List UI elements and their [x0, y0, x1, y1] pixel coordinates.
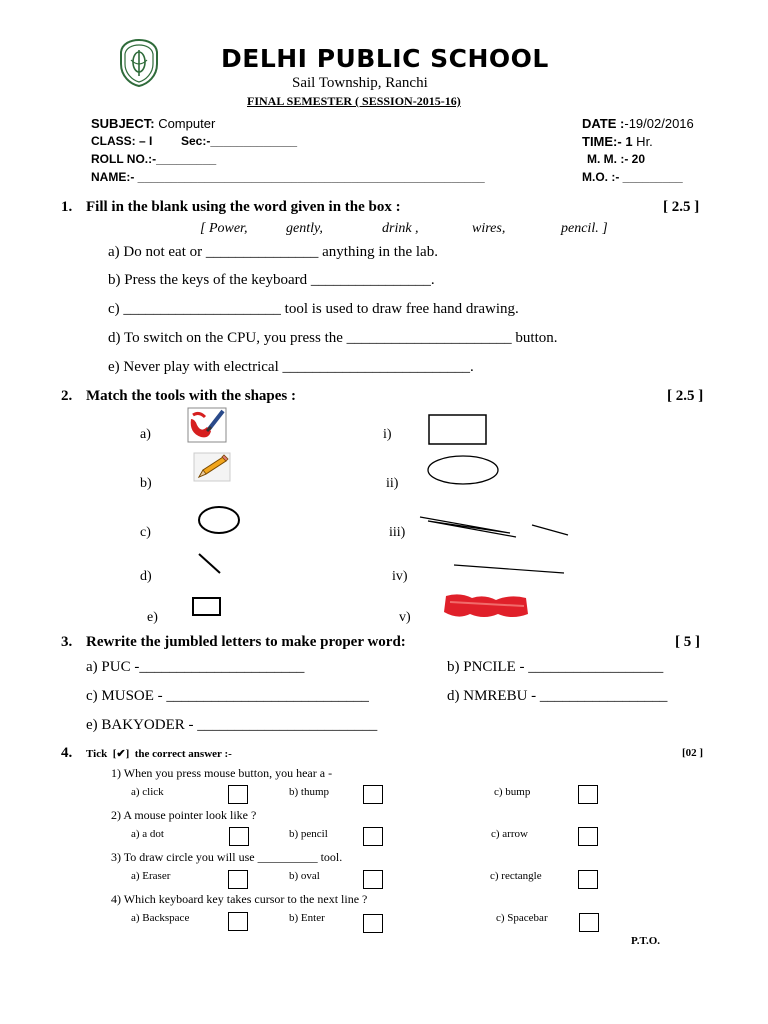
- q3-item-e: e) BAKYODER - ________________________: [86, 717, 378, 733]
- q2-title: Match the tools with the shapes :: [86, 388, 296, 404]
- mcq-option: a) click: [131, 786, 164, 798]
- answer-checkbox[interactable]: [363, 870, 383, 889]
- answer-checkbox[interactable]: [578, 785, 598, 804]
- line-tool-icon: [197, 552, 223, 576]
- rectangle-shape-icon: [428, 414, 488, 446]
- answer-checkbox[interactable]: [229, 827, 249, 846]
- match-label-b: b): [140, 476, 152, 491]
- q2-number: 2.: [61, 388, 73, 404]
- time-line: [582, 134, 653, 149]
- answer-checkbox[interactable]: [228, 785, 248, 804]
- red-brush-stroke-icon: [440, 590, 532, 622]
- pencil-tool-icon: [193, 452, 231, 482]
- name-label: NAME:- ____________________________________________________: [91, 170, 485, 184]
- q1-number: 1.: [61, 199, 73, 215]
- mcq-option: a) Backspace: [131, 912, 190, 924]
- q1-title: Fill in the blank using the word given in the box :: [86, 199, 401, 215]
- roll-no-label: ROLL NO.:-_________: [91, 152, 217, 166]
- time-label: TIME:- 1: [582, 134, 633, 149]
- mcq-option: a) a dot: [131, 828, 164, 840]
- q3-item-a: a) PUC -______________________: [86, 659, 305, 675]
- max-marks-label: M. M. :- 20: [587, 152, 646, 166]
- tick-icon: [✔]: [112, 748, 130, 760]
- q4-title-pre: Tick: [86, 748, 108, 760]
- q1-item-c: c) _____________________ tool is used to draw free hand drawing.: [108, 301, 519, 317]
- q3-number: 3.: [61, 634, 73, 650]
- word-item: [ Power,: [200, 221, 248, 236]
- q1-item-e: e) Never play with electrical _________________________.: [108, 359, 474, 375]
- match-label-iv: iv): [392, 569, 408, 584]
- subject-label: SUBJECT:: [91, 116, 155, 131]
- q3-item-c: c) MUSOE - ___________________________: [86, 688, 369, 704]
- answer-checkbox[interactable]: [363, 827, 383, 846]
- word-item: drink ,: [382, 221, 419, 236]
- date-value: -19/02/2016: [624, 116, 694, 131]
- school-name: DELHI PUBLIC SCHOOL: [221, 44, 549, 73]
- match-label-c: c): [140, 525, 151, 540]
- section-label: Sec:-_____________: [181, 134, 298, 148]
- class-label: CLASS: – I: [91, 134, 153, 148]
- match-label-i: i): [383, 427, 392, 442]
- school-address: Sail Township, Ranchi: [292, 75, 428, 91]
- match-label-d: d): [140, 569, 152, 584]
- answer-checkbox[interactable]: [228, 870, 248, 889]
- q1-item-a: a) Do not eat or _______________ anything in the lab.: [108, 244, 438, 260]
- answer-checkbox[interactable]: [579, 913, 599, 932]
- exam-title: FINAL SEMESTER ( SESSION-2015-16): [247, 94, 461, 108]
- mcq-question: 1) When you press mouse button, you hear a -: [111, 766, 333, 780]
- mcq-option: b) thump: [289, 786, 330, 798]
- oval-tool-icon: [197, 505, 241, 535]
- q1-item-b: b) Press the keys of the keyboard ________________.: [108, 272, 435, 288]
- q2-marks: [ 2.5 ]: [667, 388, 704, 404]
- mcq-option: b) oval: [289, 870, 320, 882]
- straight-line-icon: [452, 562, 568, 576]
- subject-value: Computer: [154, 116, 216, 131]
- word-item: wires,: [472, 221, 506, 236]
- match-label-e: e): [147, 610, 158, 625]
- q3-item-b: b) PNCILE - __________________: [447, 659, 664, 675]
- mcq-question: 4) Which keyboard key takes cursor to the next line ?: [111, 892, 368, 906]
- match-label-v: v): [399, 610, 411, 625]
- subject-line: [91, 116, 215, 131]
- mcq-option: b) pencil: [289, 828, 328, 840]
- answer-checkbox[interactable]: [363, 785, 383, 804]
- q4-title-post: the correct answer :-: [134, 748, 232, 760]
- date-line: [582, 116, 694, 131]
- pto-label: P.T.O.: [631, 935, 661, 947]
- mo-label: M.O. :- _________: [582, 170, 683, 184]
- q4-title: [86, 747, 232, 760]
- word-box: [0, 221, 768, 241]
- date-label: DATE :: [582, 116, 625, 131]
- paintbrush-tool-icon: [187, 407, 227, 443]
- q3-item-d: d) NMREBU - _________________: [447, 688, 668, 704]
- q1-item-d: d) To switch on the CPU, you press the ______________________ button.: [108, 330, 558, 346]
- q4-number: 4.: [61, 745, 73, 761]
- q4-marks: [02 ]: [682, 747, 704, 759]
- answer-checkbox[interactable]: [363, 914, 383, 933]
- time-value: Hr.: [632, 134, 653, 149]
- match-label-a: a): [140, 427, 151, 442]
- match-label-ii: ii): [386, 476, 399, 491]
- mcq-option: c) bump: [494, 786, 531, 798]
- q3-title: Rewrite the jumbled letters to make proper word:: [86, 634, 406, 650]
- school-logo: [118, 38, 160, 88]
- word-item: pencil. ]: [561, 221, 608, 236]
- mcq-question: 2) A mouse pointer look like ?: [111, 808, 257, 822]
- answer-checkbox[interactable]: [578, 870, 598, 889]
- mcq-option: c) arrow: [491, 828, 528, 840]
- rectangle-tool-icon: [192, 597, 222, 617]
- q1-marks: [ 2.5 ]: [663, 199, 700, 215]
- word-item: gently,: [286, 221, 323, 236]
- mcq-option: c) Spacebar: [496, 912, 548, 924]
- q3-marks: [ 5 ]: [675, 634, 700, 650]
- match-label-iii: iii): [389, 525, 406, 540]
- mcq-question: 3) To draw circle you will use __________ tool.: [111, 850, 343, 864]
- mcq-option: a) Eraser: [131, 870, 171, 882]
- answer-checkbox[interactable]: [578, 827, 598, 846]
- answer-checkbox[interactable]: [228, 912, 248, 931]
- freehand-lines-icon: [416, 513, 572, 539]
- oval-shape-icon: [426, 454, 500, 486]
- mcq-option: c) rectangle: [490, 870, 542, 882]
- mcq-option: b) Enter: [289, 912, 325, 924]
